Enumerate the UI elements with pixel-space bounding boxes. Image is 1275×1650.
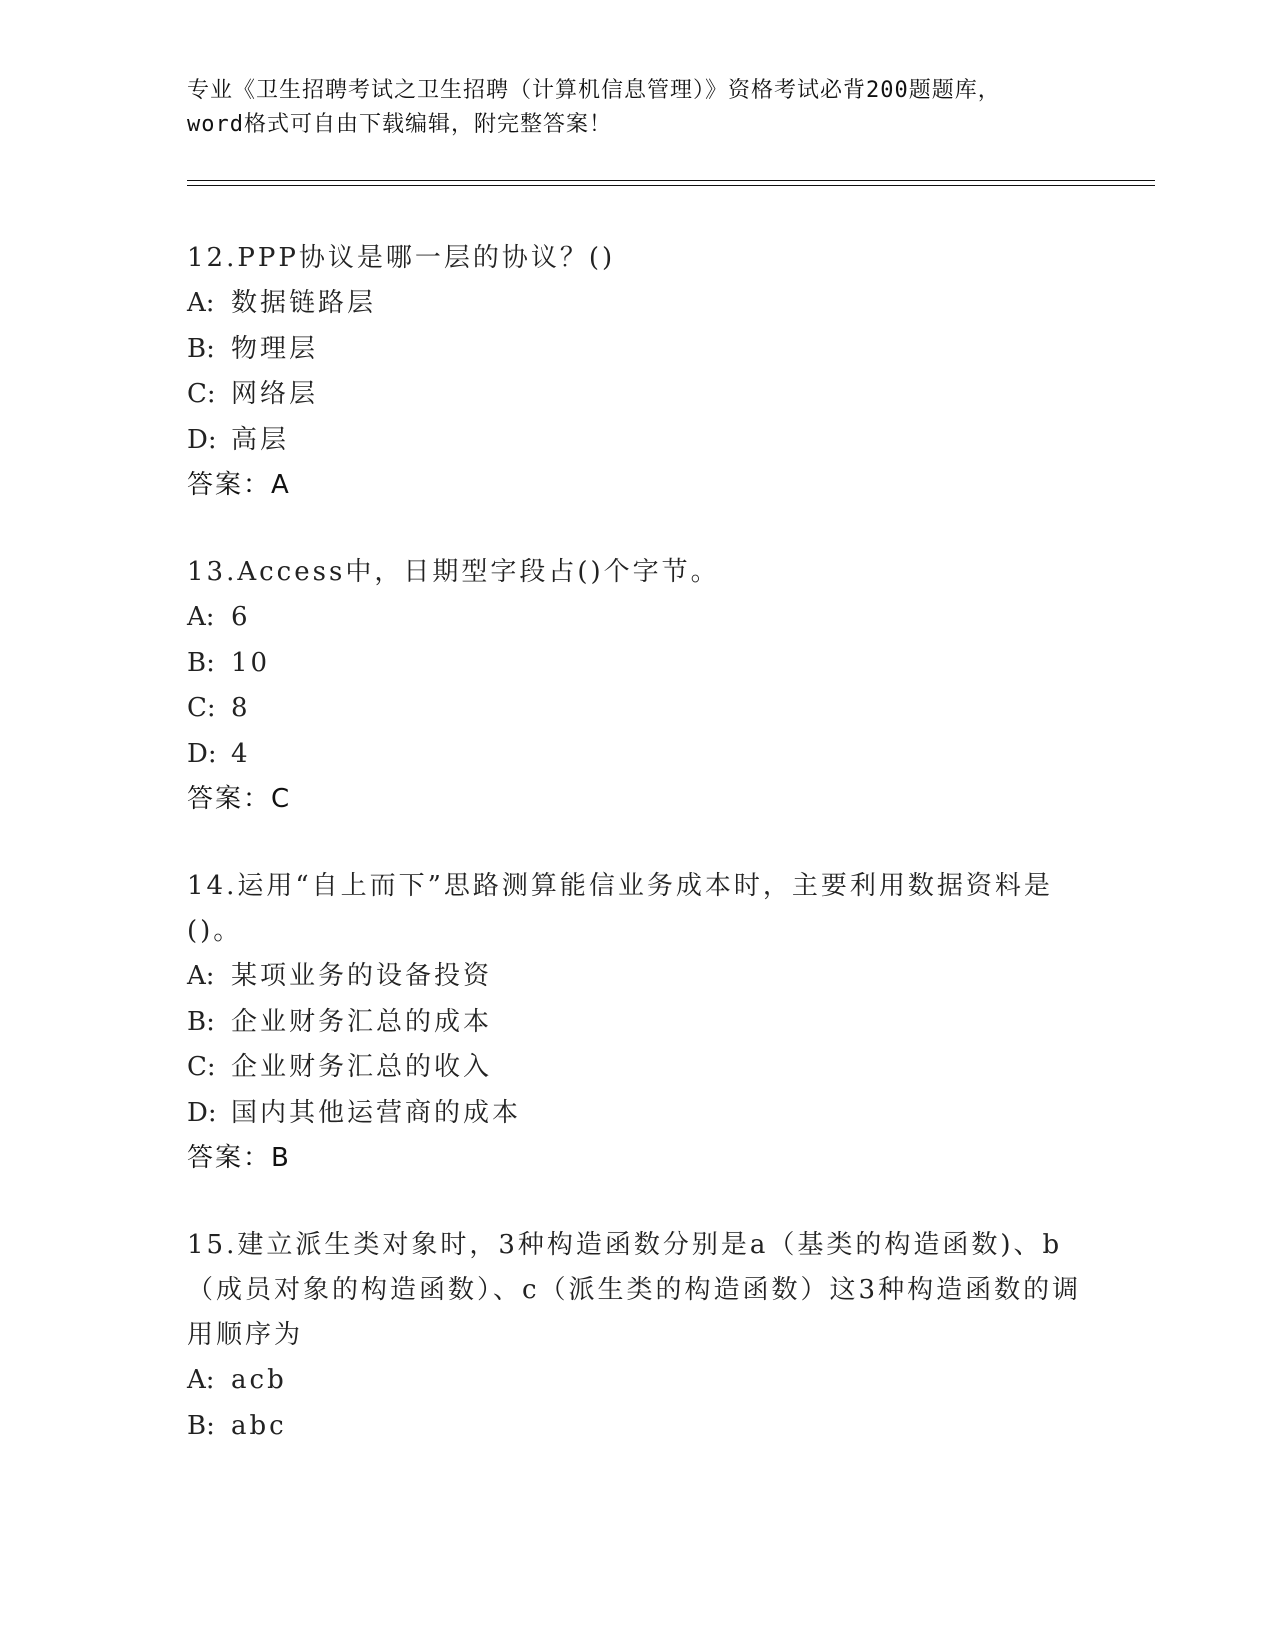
option-key: B:	[187, 1410, 215, 1441]
option-text: 6	[231, 602, 251, 632]
question-item	[187, 550, 1087, 822]
option-text: abc	[231, 1410, 287, 1441]
option-text: 4	[231, 738, 251, 769]
option-text: 8	[231, 693, 251, 723]
option-key: D:	[187, 424, 217, 455]
option-c	[187, 372, 1087, 418]
option-a	[187, 595, 1087, 641]
option-a	[187, 954, 1087, 1000]
header-line-2: word格式可自由下载编辑，附完整答案！	[187, 112, 612, 137]
question-text: 13.Access中，日期型字段占()个字节。	[187, 557, 720, 587]
option-d	[187, 418, 1087, 464]
option-text: 物理层	[231, 333, 319, 364]
question-item	[187, 1223, 1087, 1449]
option-b	[187, 641, 1087, 687]
option-key: D:	[187, 738, 217, 769]
option-text: 高层	[231, 424, 290, 455]
option-text: acb	[231, 1365, 287, 1395]
option-key: B:	[187, 647, 215, 678]
question-item	[187, 236, 1087, 508]
option-b	[187, 327, 1087, 373]
option-text: 10	[231, 647, 271, 678]
option-key: C:	[187, 1052, 216, 1082]
option-key: D:	[187, 1097, 217, 1128]
option-b	[187, 1404, 1087, 1450]
option-text: 企业财务汇总的收入	[231, 1052, 493, 1082]
option-a	[187, 1358, 1087, 1404]
option-a	[187, 281, 1087, 327]
option-text: 企业财务汇总的成本	[231, 1006, 493, 1037]
option-d	[187, 1091, 1087, 1137]
answer-line: 答案：C	[187, 784, 292, 814]
option-key: A:	[187, 1365, 215, 1395]
question-text: 12.PPP协议是哪一层的协议？()	[187, 243, 616, 273]
answer-line: 答案：A	[187, 470, 291, 500]
option-d	[187, 732, 1087, 778]
answer-line: 答案：B	[187, 1143, 291, 1173]
option-c	[187, 686, 1087, 732]
option-text: 数据链路层	[231, 288, 377, 318]
header-divider-bottom	[187, 185, 1155, 186]
header-line-1: 专业《卫生招聘考试之卫生招聘（计算机信息管理）》资格考试必背200题题库，	[187, 78, 1001, 103]
option-key: B:	[187, 1006, 215, 1037]
question-text: 14.运用“自上而下”思路测算能信业务成本时，主要利用数据资料是()。	[187, 871, 1053, 946]
option-key: A:	[187, 602, 215, 632]
option-b	[187, 1000, 1087, 1046]
header-divider-top	[187, 180, 1155, 181]
option-key: C:	[187, 379, 216, 409]
option-key: A:	[187, 288, 215, 318]
option-c	[187, 1045, 1087, 1091]
question-text: 15.建立派生类对象时，3种构造函数分别是a（基类的构造函数)、b（成员对象的构造函数）、c（派生类的构造函数）这3种构造函数的调用顺序为	[187, 1230, 1082, 1350]
option-text: 国内其他运营商的成本	[231, 1097, 522, 1128]
option-text: 网络层	[231, 379, 319, 409]
document-header	[187, 74, 1087, 142]
option-text: 某项业务的设备投资	[231, 961, 493, 991]
option-key: A:	[187, 961, 215, 991]
question-item	[187, 864, 1087, 1181]
option-key: C:	[187, 693, 216, 723]
option-key: B:	[187, 333, 215, 364]
question-list	[187, 236, 1087, 1491]
